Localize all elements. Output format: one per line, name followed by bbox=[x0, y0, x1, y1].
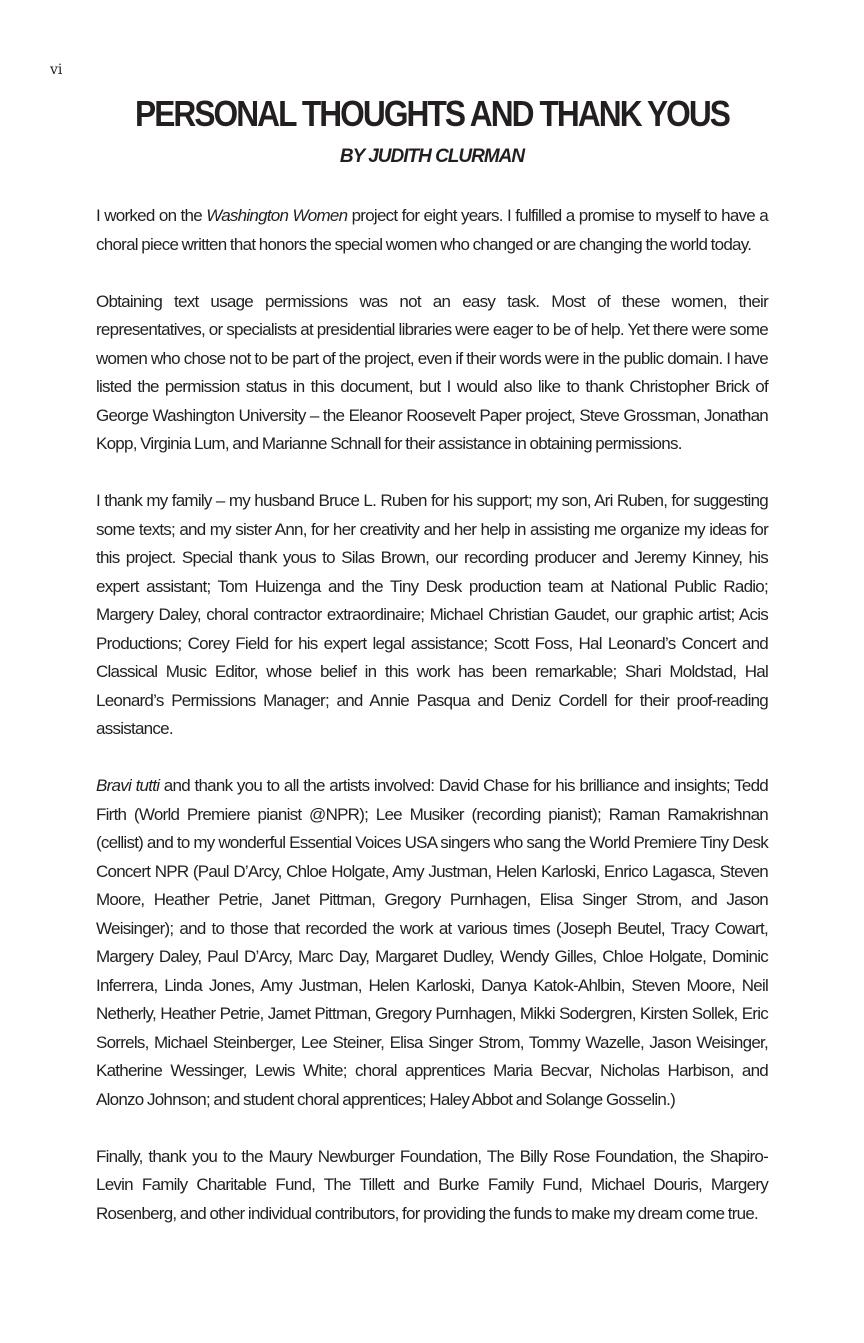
paragraph-intro-lead: I worked on the bbox=[96, 206, 207, 225]
paragraph-intro bbox=[96, 202, 768, 259]
paragraph-intro-rest: project for eight years. I fulfilled a promise to myself to have a choral piece written that honors the special women who changed or are changing the world today. bbox=[96, 206, 768, 254]
bravi-tutti-italic: Bravi tutti bbox=[96, 776, 160, 795]
author-byline: BY JUDITH CLURMAN bbox=[339, 146, 525, 167]
page-title: PERSONAL THOUGHTS AND THANK YOUS bbox=[135, 93, 729, 134]
paragraph-artists-rest: and thank you to all the artists involved: David Chase for his brilliance and insights; Tedd Firth (World Premiere pianist @NPR); Lee Musiker (recording pianist); Raman Ramakrishnan (cellist) and to my wonderful Essential Voices USA singers who sang the World Premiere Tiny Desk Concert NPR (Paul D’Arcy, Chloe Holgate, Amy Justman, Helen Karloski, Enrico Lagasca, Steven Moore, Heather Petrie, Janet Pittman, Gregory Purnhagen, Elisa Singer Strom, and Jason Weisinger); and to those that recorded the work at various times (Joseph Beutel, Tracy Cowart, Margery Daley, Paul D’Arcy, Marc Day, Margaret Dudley, Wendy Gilles, Chloe Holgate, Dominic Inferrera, Linda Jones, Amy Justman, Helen Karloski, Danya Katok-Ahlbin, Steven Moore, Neil Netherly, Heather Petrie, Jamet Pittman, Gregory Purnhagen, Mikki Sodergren, Kirsten Sollek, Eric Sorrels, Michael Steinberger, Lee Steiner, Elisa Singer Strom, Tommy Wazelle, Jason Weisinger, Katherine Wessinger, Lewis White; choral apprentices Maria Becvar, Nicholas Harbison, and Alonzo Johnson; and student choral apprentices; Haley Abbot and Solange Gosselin.) bbox=[96, 776, 768, 1109]
body-text bbox=[96, 202, 768, 1257]
paragraph-family-thanks: I thank my family – my husband Bruce L. Ruben for his support; my son, Ari Ruben, for suggesting some texts; and my sister Ann, for her creativity and her help in assisting me organize my ideas for this project. Special thank yous to Silas Brown, our recording producer and Jeremy Kinney, his expert assistant; Tom Huizenga and the Tiny Desk production team at National Public Radio; Margery Daley, choral contractor extraordinaire; Michael Christian Gaudet, our graphic artist; Acis Productions; Corey Field for his expert legal assistance; Scott Foss, Hal Leonard’s Concert and Classical Music Editor, whose belief in this work has been remarkable; Shari Moldstad, Hal Leonard’s Permissions Manager; and Annie Pasqua and Deniz Cordell for their proof-reading assistance. bbox=[96, 491, 768, 738]
project-title-italic: Washington Women bbox=[206, 206, 348, 225]
paragraph-permissions: Obtaining text usage permissions was not an easy task. Most of these women, their representatives, or specialists at presidential libraries were eager to be of help. Yet there were some women who chose not to be part of the project, even if their words were in the public domain. I have listed the permission status in this document, but I would also like to thank Christopher Brick of George Washington University – the Eleanor Roosevelt Paper project, Steve Grossman, Jonathan Kopp, Virginia Lum, and Marianne Schnall for their assistance in obtaining permissions. bbox=[96, 291, 768, 453]
paragraph-artists-thanks bbox=[96, 772, 768, 1114]
page-number: vi bbox=[50, 62, 63, 78]
paragraph-funders-thanks: Finally, thank you to the Maury Newburger Foundation, The Billy Rose Foundation, the Shapiro-Levin Family Charitable Fund, The Tillett and Burke Family Fund, Michael Douris, Margery Rosenberg, and other individual contributors, for providing the funds to make my dream come true. bbox=[96, 1146, 768, 1223]
